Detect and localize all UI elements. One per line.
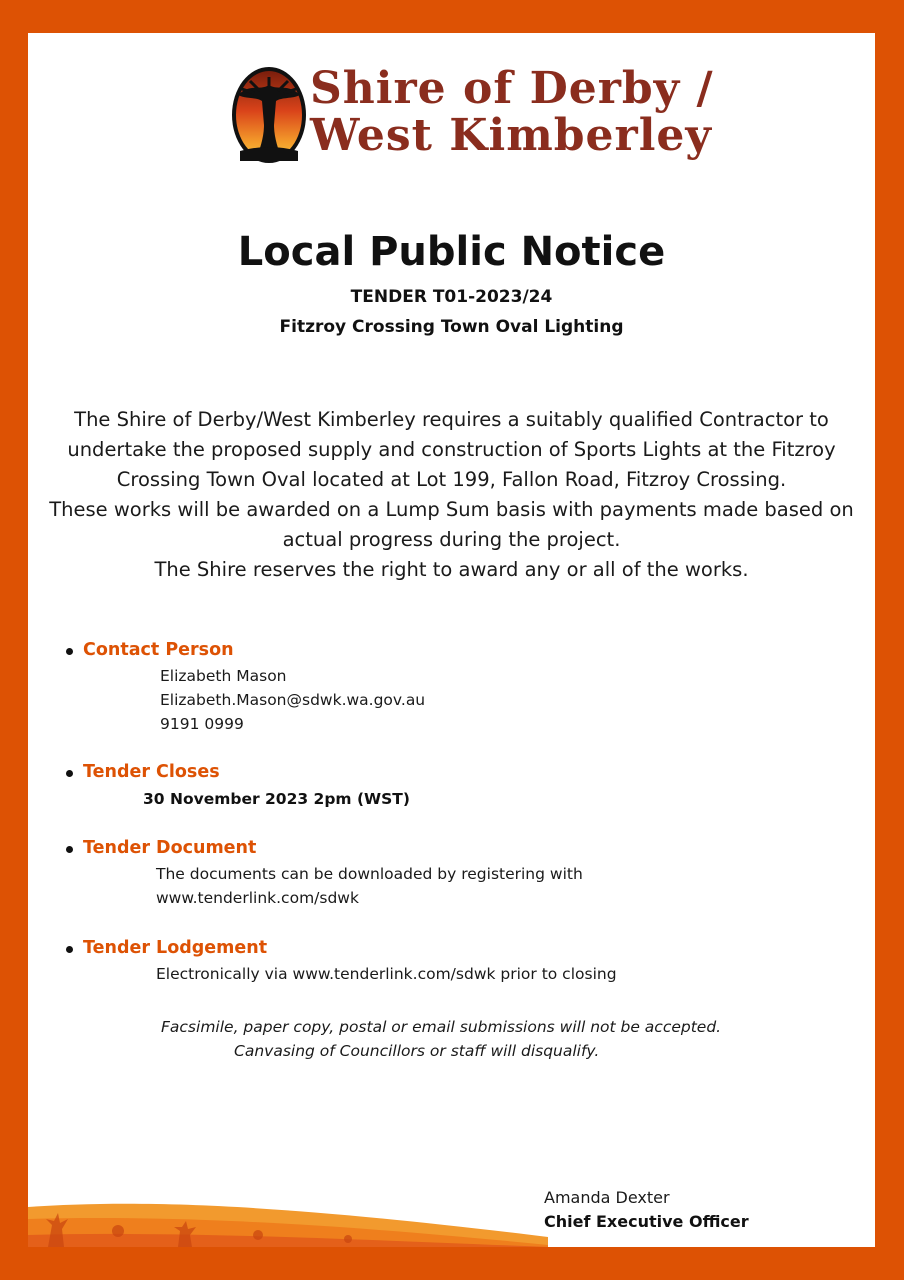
tender-name: Fitzroy Crossing Town Oval Lighting [279,317,624,337]
document-text: The documents can be downloaded by registering with [156,865,583,883]
bullet-icon [66,648,73,655]
shire-name-line1: Shire of Derby / [310,63,714,114]
tender-number: TENDER T01-2023/24 [350,287,553,307]
signatory-role: Chief Executive Officer [544,1212,749,1231]
footer-landscape-art [28,1201,548,1247]
shire-name [310,65,714,159]
contact-heading: Contact Person [83,640,234,660]
contact-email[interactable]: Elizabeth.Mason@sdwk.wa.gov.au [160,691,426,709]
notice-page [28,33,875,1247]
intro-paragraph-1: The Shire of Derby/West Kimberley requires a suitably qualified Contractor to undertake the proposed supply and construction of Sports Lights at the Fitzroy Crossing Town Oval located at Lot 199, Fallon Road, Fitzroy Crossing. [67,408,836,491]
bullet-icon [66,770,73,777]
lodgement-heading: Tender Lodgement [83,938,268,958]
disclaimer-line-2: Canvasing of Councillors or staff will disqualify. [234,1042,600,1060]
bullet-icon [66,846,73,853]
shire-name-line2: West Kimberley [310,110,712,161]
intro-text [48,405,855,585]
closes-heading: Tender Closes [83,762,220,782]
page-title: Local Public Notice [237,229,666,275]
shire-logo [230,63,714,169]
closes-datetime: 30 November 2023 2pm (WST) [143,790,410,808]
intro-paragraph-3: The Shire reserves the right to award any or all of the works. [154,558,749,581]
document-heading: Tender Document [83,838,257,858]
lodgement-text: Electronically via www.tenderlink.com/sdwk prior to closing [156,965,617,983]
disclaimer-line-1: Facsimile, paper copy, postal or email submissions will not be accepted. [161,1018,722,1036]
signatory-name: Amanda Dexter [544,1188,670,1207]
bullet-icon [66,946,73,953]
boab-tree-sunset-icon [230,65,308,165]
document-link[interactable]: www.tenderlink.com/sdwk [156,889,359,907]
intro-paragraph-2: These works will be awarded on a Lump Sum basis with payments made based on actual progress during the project. [49,498,854,551]
contact-name: Elizabeth Mason [160,667,287,685]
contact-phone: 9191 0999 [160,715,244,733]
